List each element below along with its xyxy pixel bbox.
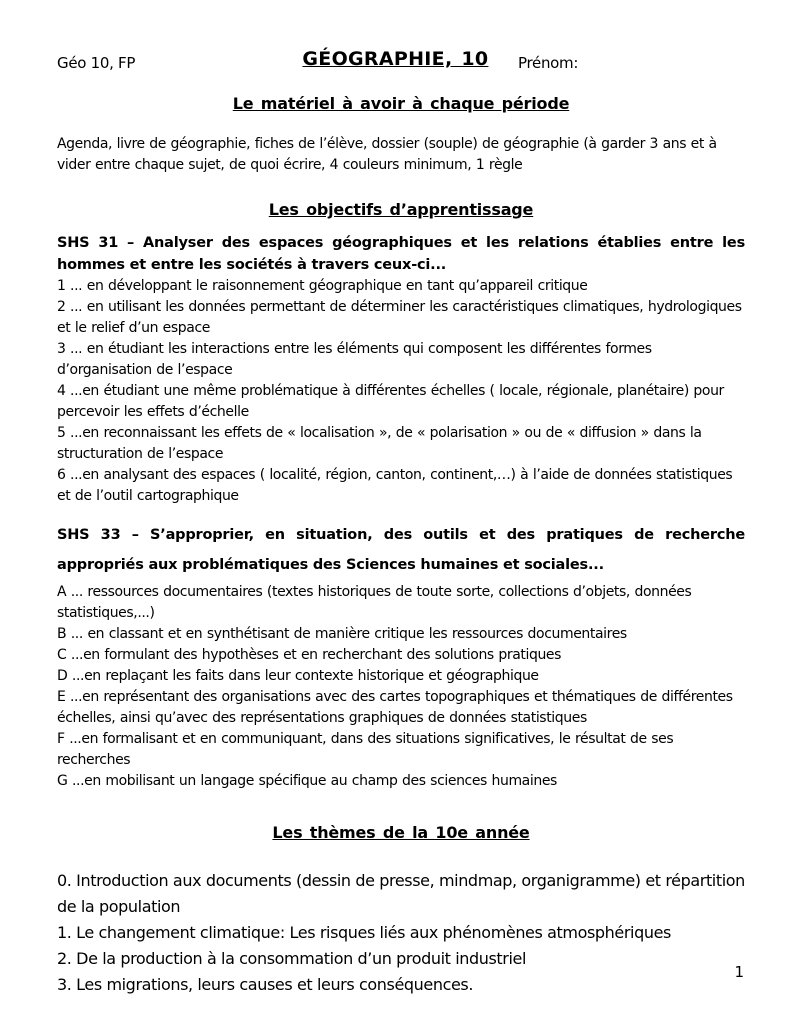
materiel-heading: Le matériel à avoir à chaque période (232, 94, 570, 113)
shs33-item: G ...en mobilisant un langage spécifique au champ des sciences humaines (57, 773, 557, 789)
themes-list (57, 868, 745, 998)
page-number: 1 (734, 963, 744, 981)
theme-item: 3. Les migrations, leurs causes et leurs conséquences. (57, 975, 474, 994)
shs33-item: D ...en replaçant les faits dans leur contexte historique et géographique (57, 668, 539, 684)
shs33-item: E ...en représentant des organisations avec des cartes topographiques et thématiques de différentes échelles, ainsi qu’avec des représentations graphiques de données statistiques (57, 689, 733, 726)
shs31-item: 6 ...en analysant des espaces ( localité, région, canton, continent,…) à l’aide de données statistiques et de l’outil cartographique (57, 467, 733, 504)
theme-item: 2. De la production à la consommation d’un produit industriel (57, 949, 527, 968)
shs31-item: 1 ... en développant le raisonnement géographique en tant qu’appareil critique (57, 278, 588, 294)
shs31-item: 4 ...en étudiant une même problématique à différentes échelles ( locale, régionale, planétaire) pour percevoir les effets d’échelle (57, 383, 724, 420)
prenom-label: Prénom: (518, 54, 579, 72)
theme-item: 0. Introduction aux documents (dessin de presse, mindmap, organigramme) et répartition de la population (57, 871, 745, 916)
shs33-item: F ...en formalisant et en communiquant, dans des situations significatives, le résultat de ses recherches (57, 731, 674, 768)
shs31-item: 3 ... en étudiant les interactions entre les éléments qui composent les différentes formes d’organisation de l’espace (57, 341, 652, 378)
shs33-item: C ...en formulant des hypothèses et en recherchant des solutions pratiques (57, 647, 562, 663)
shs31-title: SHS 31 – Analyser des espaces géographiques et les relations établies entre les hommes et entre les sociétés à travers ceux-ci... (57, 235, 745, 273)
page-header (57, 48, 745, 76)
objectifs-heading: Les objectifs d’apprentissage (268, 200, 534, 219)
shs31-item: 5 ...en reconnaissant les effets de « localisation », de « polarisation » ou de « diffusion » dans la structuration de l’espace (57, 425, 702, 462)
shs33-item: A ... ressources documentaires (textes historiques de toute sorte, collections d’objets, données statistiques,...) (57, 584, 692, 621)
shs33-title: SHS 33 – S’approprier, en situation, des outils et des pratiques de recherche appropriés aux problématiques des Sciences humaines et sociales... (57, 527, 745, 573)
shs33-item: B ... en classant et en synthétisant de manière critique les ressources documentaires (57, 626, 627, 642)
course-code: Géo 10, FP (57, 54, 136, 72)
shs31-item: 2 ... en utilisant les données permettant de déterminer les caractéristiques climatiques, hydrologiques et le relief d’un espace (57, 299, 742, 336)
page-title: GÉOGRAPHIE, 10 (302, 48, 489, 70)
themes-heading: Les thèmes de la 10e année (272, 823, 530, 842)
shs31-item-list (57, 276, 745, 507)
materiel-paragraph: Agenda, livre de géographie, fiches de l’élève, dossier (souple) de géographie (à garder 3 ans et à vider entre chaque sujet, de quoi écrire, 4 couleurs minimum, 1 règle (57, 136, 717, 173)
theme-item: 1. Le changement climatique: Les risques liés aux phénomènes atmosphériques (57, 923, 671, 942)
shs33-item-list (57, 582, 745, 792)
